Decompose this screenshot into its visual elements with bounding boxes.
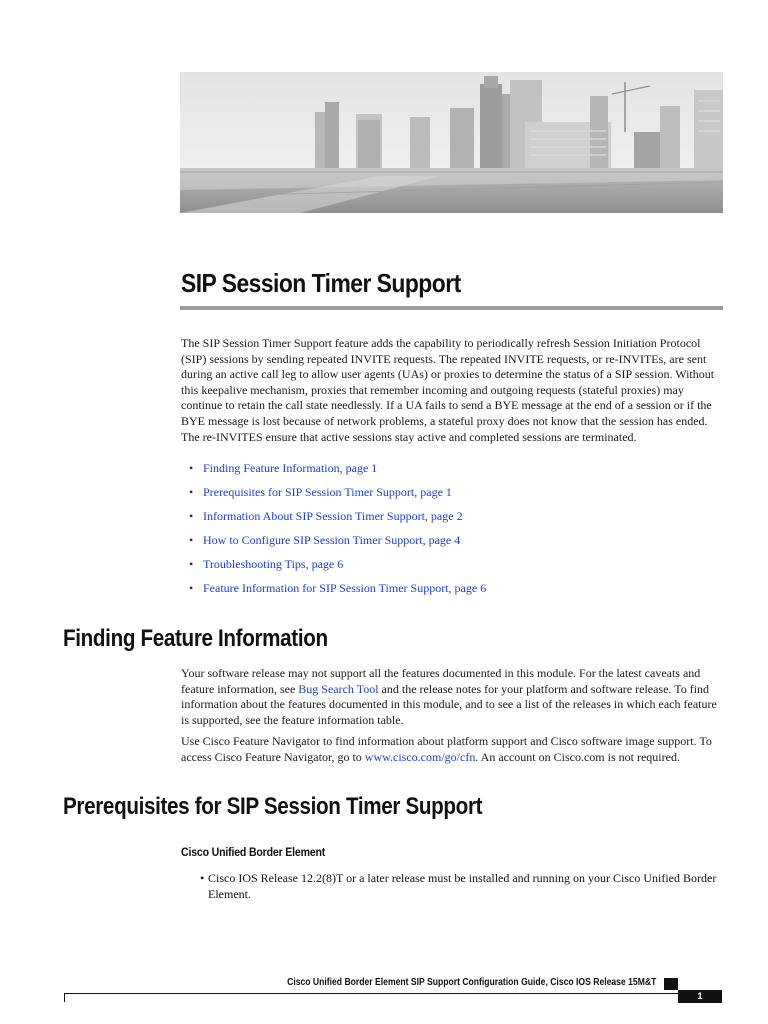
finding-p2-text-before: Use Cisco Feature Navigator to find information about platform support and Cisco software image support. To access Cisco Feature Navigator, go to xyxy=(181,734,712,764)
toc-link-information-about[interactable]: Information About SIP Session Timer Support, page 2 xyxy=(203,509,463,523)
bullet: • xyxy=(189,485,194,499)
toc-item xyxy=(189,528,486,552)
finding-paragraph-2 xyxy=(181,734,726,765)
toc-link-how-to-configure[interactable]: How to Configure SIP Session Timer Support, page 4 xyxy=(203,533,461,547)
section-heading-finding-feature-information: Finding Feature Information xyxy=(63,625,328,652)
toc-item xyxy=(189,552,486,576)
bullet: • xyxy=(189,461,194,475)
toc-link-prerequisites[interactable]: Prerequisites for SIP Session Timer Support, page 1 xyxy=(203,485,452,499)
footer-marker xyxy=(664,978,678,990)
footer-tick xyxy=(64,993,65,1002)
bullet: • xyxy=(189,509,194,523)
footer-guide-title: Cisco Unified Border Element SIP Support Configuration Guide, Cisco IOS Release 15M&T xyxy=(286,977,656,988)
footer-rule xyxy=(64,993,678,994)
document-title: SIP Session Timer Support xyxy=(181,268,461,298)
finding-p1-text-before: Your software release may not support all the features documented in this module. For the latest caveats and feature information, see xyxy=(181,666,701,696)
bullet: • xyxy=(189,581,194,595)
toc-item xyxy=(189,480,486,504)
toc-link-troubleshooting-tips[interactable]: Troubleshooting Tips, page 6 xyxy=(203,557,344,571)
section-heading-prerequisites: Prerequisites for SIP Session Timer Support xyxy=(63,793,483,820)
bullet: • xyxy=(189,557,194,571)
prerequisite-text: Cisco IOS Release 12.2(8)T or a later release must be installed and running on your Cisco Unified Border Element. xyxy=(208,871,717,901)
toc-item xyxy=(189,504,486,528)
intro-paragraph: The SIP Session Timer Support feature adds the capability to periodically refresh Session Initiation Protocol (SIP) sessions by sending repeated INVITE requests. The repeated INVITE requests, or re-INVITEs, are sent during an active call leg to allow user agents (UAs) or proxies to determine the status of a SIP session. Without this keepalive mechanism, proxies that remember incoming and outgoing requests (stateful proxies) may continue to retain the call state needlessly. If a UA fails to send a BYE message at the end of a session or if the BYE message is lost because of network problems, a stateful proxy does not know that the session has ended. The re-INVITES ensure that active sessions stay active and completed sessions are terminated. xyxy=(181,336,715,444)
toc-link-feature-information[interactable]: Feature Information for SIP Session Timer Support, page 6 xyxy=(203,581,487,595)
bug-search-tool-link[interactable]: Bug Search Tool xyxy=(298,681,379,696)
feature-navigator-link[interactable]: www.cisco.com/go/cfn xyxy=(364,749,476,764)
bullet: • xyxy=(189,533,194,547)
page-number: 1 xyxy=(678,990,722,1003)
subheading-cisco-unified-border-element: Cisco Unified Border Element xyxy=(181,845,326,859)
bullet: • xyxy=(200,871,205,885)
prerequisite-list-item xyxy=(200,870,730,902)
header-skyline-image xyxy=(180,72,723,213)
table-of-contents xyxy=(189,456,486,600)
toc-link-finding-feature-information[interactable]: Finding Feature Information, page 1 xyxy=(203,461,378,475)
toc-item xyxy=(189,576,486,600)
finding-p1-text-after: and the release notes for your platform and software release. To find information about the features documented in this module, and to see a list of the releases in which each feature is supported, see the feature information table. xyxy=(181,681,717,727)
toc-item xyxy=(189,456,486,480)
finding-paragraph-1 xyxy=(181,666,726,728)
finding-p2-text-after: . An account on Cisco.com is not required. xyxy=(475,749,680,764)
title-rule xyxy=(180,306,723,310)
